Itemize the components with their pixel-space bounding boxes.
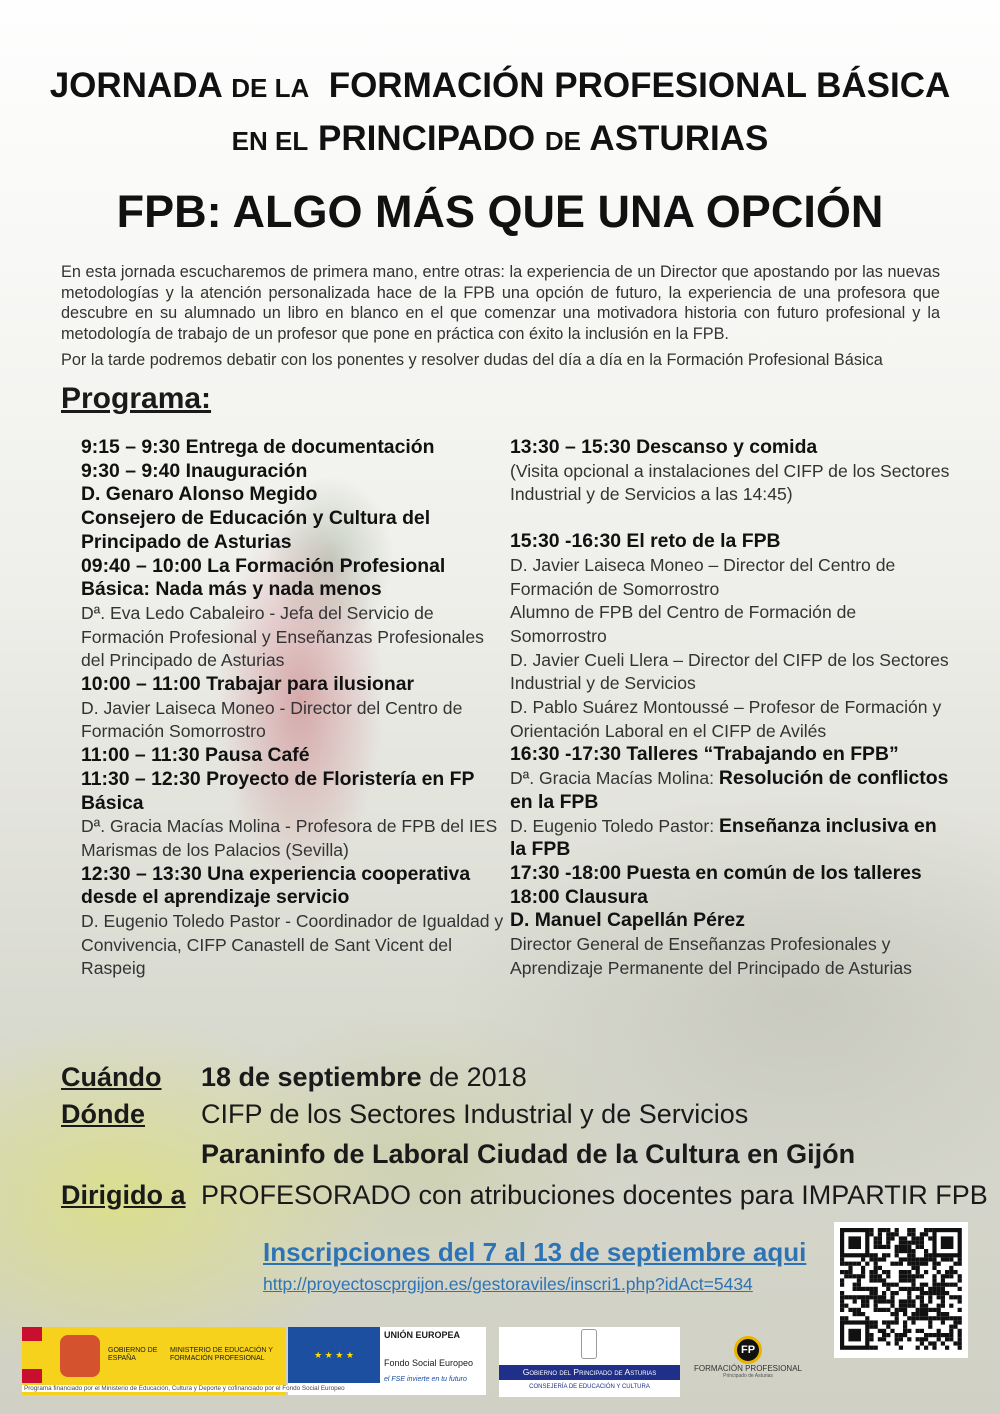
program-session-title: 18:00 Clausura: [510, 885, 648, 908]
program-speaker: Dª. Eva Ledo Cabaleiro - Jefa del Servicio de Formación Profesional y Enseñanzas Profesionales del Principado de Asturias: [81, 602, 484, 671]
where-venue: CIFP de los Sectores Industrial y de Servicios: [201, 1099, 749, 1129]
header-text: FORMACIÓN PROFESIONAL BÁSICA: [328, 66, 951, 105]
speaker-name: Dª. Gracia Macías Molina:: [510, 768, 719, 789]
fp-logo-icon: FP: [734, 1336, 762, 1364]
program-speaker: Alumno de FPB del Centro de Formación de Somorrostro: [510, 602, 857, 646]
program-speaker: D. Javier Cueli Llera – Director del CIFP de los Sectores Industrial y de Servicios: [510, 649, 949, 694]
intro-paragraph-2: Por la tarde podremos debatir con los ponentes y resolver dudas del día a día en la Formación Profesional Básica: [61, 351, 883, 369]
logo-text: FORMACIÓN PROFESIONAL: [693, 1364, 802, 1373]
when-row: [61, 1059, 527, 1096]
program-left-column: [81, 436, 506, 981]
program-session-title: 9:30 – 9:40 Inauguración: [81, 459, 308, 482]
logo-text: GOBIERNO DE ESPAÑA: [108, 1347, 158, 1362]
program-session-title: 9:15 – 9:30 Entrega de documentación: [81, 436, 435, 458]
when-label: Cuándo: [61, 1062, 162, 1092]
spacer: [510, 507, 950, 530]
logo-text: MINISTERIO DE EDUCACIÓN Y FORMACIÓN PROFESIONAL: [170, 1347, 273, 1362]
eu-flag-icon: ★ ★ ★ ★: [288, 1327, 380, 1383]
where-label: Dónde: [61, 1099, 145, 1129]
logo-formacion-profesional: [692, 1336, 804, 1379]
program-session-title: 10:00 – 11:00 Trabajar para ilusionar: [81, 673, 415, 696]
programa-heading: Programa:: [61, 382, 212, 415]
program-session-title: 11:30 – 12:30 Proyecto de Floristería en FP Básica: [81, 767, 475, 814]
header-text: DE: [544, 126, 581, 156]
logo-text: CONSEJERÍA DE EDUCACIÓN Y CULTURA: [529, 1384, 650, 1390]
when-year: de 2018: [421, 1062, 527, 1092]
audience-row: [61, 1177, 988, 1214]
asturias-shield-icon: [581, 1329, 597, 1359]
page-title: FPB: ALGO MÁS QUE UNA OPCIÓN: [116, 186, 884, 237]
where-row: [61, 1096, 748, 1133]
program-session-title: 16:30 -17:30 Talleres “Trabajando en FPB”: [510, 743, 899, 766]
program-speaker: D. Javier Laiseca Moneo – Director del Centro de Formación de Somorrostro: [510, 554, 896, 599]
logo-text: Fondo Social Europeo: [384, 1358, 474, 1368]
spain-flag-icon: [22, 1327, 42, 1383]
coat-of-arms-icon: [60, 1335, 100, 1377]
qr-code-image: [834, 1222, 968, 1358]
program-speaker: D. Pablo Suárez Montoussé – Profesor de Formación y Orientación Laboral en el CIFP de Avilés: [510, 697, 942, 741]
funding-note: Programa financiado por el Ministerio de Educación, Cultura y Deporte y cofinanciado por el Fondo Social Europeo: [22, 1385, 486, 1392]
when-date: 18 de septiembre: [201, 1062, 422, 1092]
program-speaker: D. Javier Laiseca Moneo - Director del Centro de Formación Somorrostro: [81, 697, 463, 742]
speaker-name: D. Eugenio Toledo Pastor:: [510, 815, 719, 836]
audience-value: PROFESORADO con atribuciones docentes para IMPARTIR FPB: [201, 1180, 988, 1210]
program-speaker: Director General de Enseñanzas Profesionales y Aprendizaje Permanente del Principado de Asturias: [510, 934, 912, 978]
program-session-title: 13:30 – 15:30 Descanso y comida: [510, 436, 818, 458]
registration-url[interactable]: http://proyectoscprgijon.es/gestoraviles/inscri1.php?idAct=5434: [263, 1274, 753, 1294]
program-session-title: 17:30 -18:00 Puesta en común de los talleres: [510, 861, 922, 884]
program-session-title: 15:30 -16:30 El reto de la FPB: [510, 530, 781, 553]
program-session-title: 09:40 – 10:00 La Formación Profesional Básica: Nada más y nada menos: [81, 554, 446, 601]
program-session-title: 11:00 – 11:30 Pausa Café: [81, 744, 310, 767]
program-speaker: [510, 767, 950, 814]
logo-text: Gobierno del Principado de Asturias: [499, 1365, 680, 1380]
logo-text: UNIÓN EUROPEA: [384, 1330, 461, 1340]
logo-text: el FSE invierte en tu futuro: [384, 1376, 467, 1383]
header-line-1: [0, 66, 1000, 106]
workshop-title: Resolución de conflictos en la FPB: [510, 767, 949, 813]
workshop-title: Enseñanza inclusiva en la FPB: [510, 814, 937, 861]
audience-label: Dirigido a: [61, 1180, 186, 1210]
program-session-title: Consejero de Educación y Cultura del Principado de Asturias: [81, 507, 431, 553]
program-right-column: [510, 436, 950, 980]
program-session-title: 12:30 – 13:30 Una experiencia cooperativa desde el aprendizaje servicio: [81, 862, 471, 909]
header-line-2: [0, 119, 1000, 159]
header-text: EN EL: [231, 126, 309, 156]
header-text: ASTURIAS: [589, 119, 769, 158]
qr-code[interactable]: [834, 1222, 968, 1358]
header-text: PRINCIPADO: [317, 119, 536, 158]
program-session-title: D. Manuel Capellán Pérez: [510, 909, 745, 932]
where-hall: Paraninfo de Laboral Ciudad de la Cultura en Gijón: [201, 1139, 856, 1169]
header-text: JORNADA: [49, 66, 222, 105]
intro-paragraph: En esta jornada escucharemos de primera mano, entre otras: la experiencia de un Director que apostando por las nuevas metodologías y la atención personalizada hace de la FPB una opción de futuro, la experiencia de una profesora que descubre en su alumnado un libro en blanco en el que comenzar una motivadora historia con futuro profesional y la metodología de trabajo de un profesor que pone en práctica con éxito la inclusión en la FPB.: [61, 263, 940, 343]
logo-text: Principado de Asturias: [723, 1373, 773, 1379]
program-speaker: (Visita opcional a instalaciones del CIFP de los Sectores Industrial y de Servicios a las 14:45): [510, 460, 950, 505]
logo-principado-asturias: [499, 1327, 680, 1397]
registration-link[interactable]: Inscripciones del 7 al 13 de septiembre aqui: [263, 1237, 807, 1267]
program-speaker: D. Eugenio Toledo Pastor - Coordinador de Igualdad y Convivencia, CIFP Canastell de Sant Vicent del Raspeig: [81, 911, 504, 979]
program-speaker: [510, 815, 950, 862]
program-speaker: Dª. Gracia Macías Molina - Profesora de FPB del IES Marismas de los Palacios (Sevilla): [81, 816, 498, 860]
header-text: DE LA: [231, 73, 310, 103]
program-session-title: D. Genaro Alonso Megido: [81, 483, 318, 506]
